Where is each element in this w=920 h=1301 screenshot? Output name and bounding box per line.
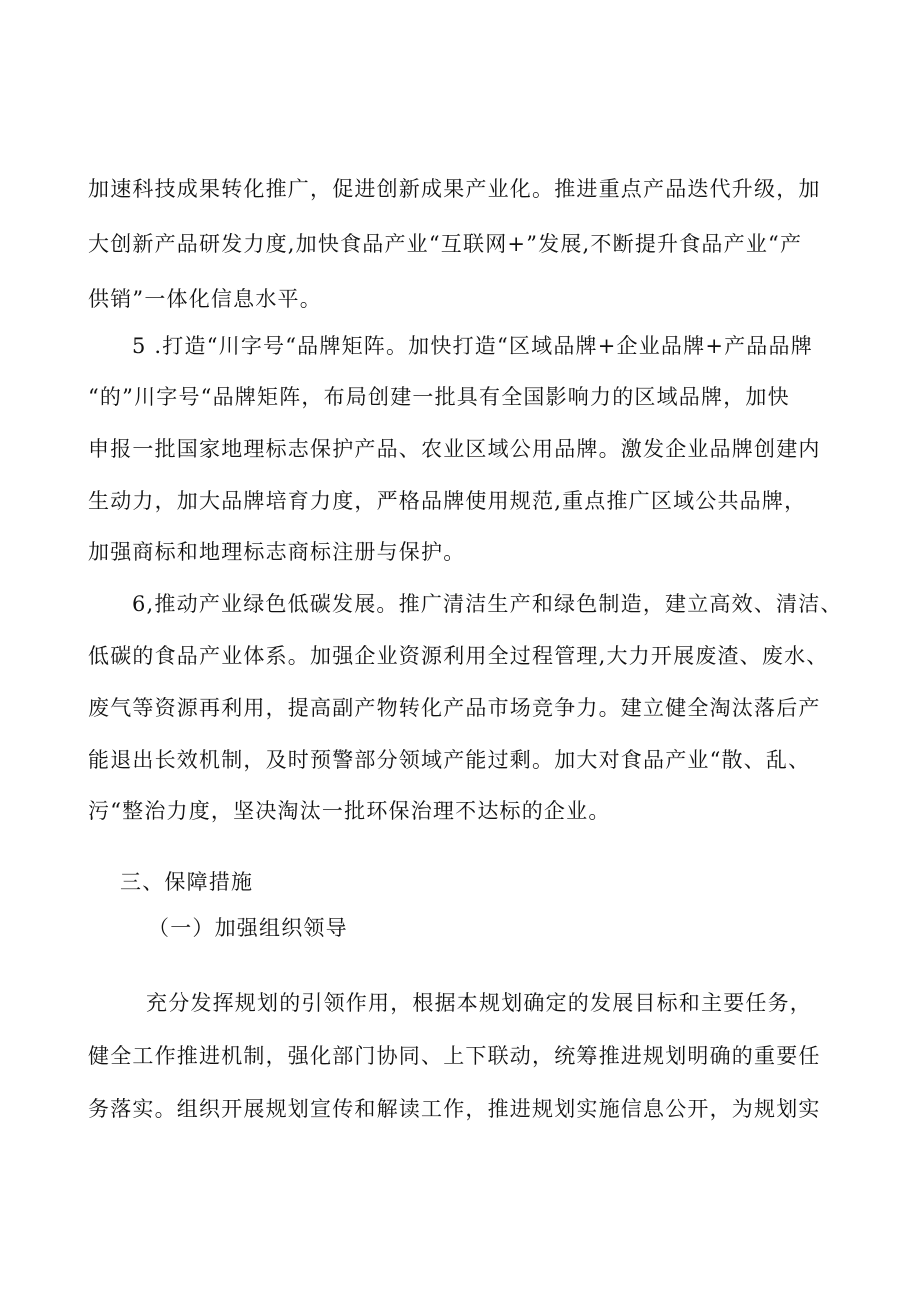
text-line: 申报一批国家地理标志保护产品、农业区域公用品牌。激发企业品牌创建内 [88,437,821,461]
text-line: 加强商标和地理标志商标注册与保护。 [88,540,466,564]
text-line: 6,推动产业绿色低碳发展。推广清洁生产和绿色制造，建立高效、清洁、 [132,592,843,616]
text-line: 大创新产品研发力度,加快食品产业“互联网+”发展,不断提升食品产业“产 [88,232,803,256]
text-line: 健全工作推进机制，强化部门协同、上下联动，统筹推进规划明确的重要任 [88,1044,821,1068]
text-line: 能退出长效机制，及时预警部分领域产能过剩。加大对食品产业“散、乱、 [88,748,811,772]
text-line: 废气等资源再利用，提高副产物转化产品市场竞争力。建立健全淘汰落后产 [88,696,821,720]
subsection-heading: （一）加强组织领导 [148,916,348,940]
text-line: 供销”一体化信息水平。 [88,287,322,311]
text-line: 生动力，加大品牌培育力度，严格品牌使用规范,重点推广区域公共品牌， [88,489,807,513]
text-line: 5 .打造“川字号“品牌矩阵。加快打造“区域品牌+企业品牌+产品品牌 [132,334,813,358]
text-line: 污“整治力度，坚决淘汰一批环保治理不达标的企业。 [88,799,611,823]
section-heading: 三、保障措施 [120,870,254,894]
text-line: “的”川字号“品牌矩阵，布局创建一批具有全国影响力的区域品牌，加快 [88,385,790,409]
text-line: 务落实。组织开展规划宣传和解读工作，推进规划实施信息公开，为规划实 [88,1097,821,1121]
text-line: 充分发挥规划的引领作用，根据本规划确定的发展目标和主要任务， [146,991,812,1015]
text-line: 加速科技成果转化推广，促进创新成果产业化。推进重点产品迭代升级，加 [88,177,821,201]
text-line: 低碳的食品产业体系。加强企业资源利用全过程管理,大力开展废渣、废水、 [88,644,829,668]
